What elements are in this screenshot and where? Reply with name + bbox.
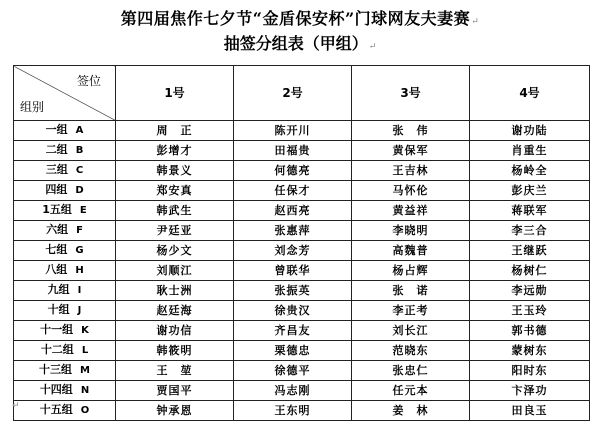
document-title <box>0 6 600 29</box>
player-cell: 蒙树东 <box>470 341 590 361</box>
table-row <box>14 301 590 321</box>
header-position-1: 1号 <box>116 66 234 121</box>
player-cell: 王继跃 <box>470 241 590 261</box>
player-cell: 韩筱明 <box>116 341 234 361</box>
player-cell: 谢功陆 <box>470 121 590 141</box>
group-cell <box>14 141 116 161</box>
player-cell: 陈开川 <box>234 121 352 141</box>
table-row <box>14 281 590 301</box>
player-cell: 李三合 <box>470 221 590 241</box>
player-cell: 王东明 <box>234 401 352 421</box>
header-position-2: 2号 <box>234 66 352 121</box>
player-cell: 赵廷海 <box>116 301 234 321</box>
group-name: 六组 <box>46 223 69 236</box>
player-cell: 肖重生 <box>470 141 590 161</box>
player-cell: 杨少文 <box>116 241 234 261</box>
group-name: 1五组 <box>42 203 72 216</box>
group-cell <box>14 261 116 281</box>
player-cell: 李正考 <box>352 301 470 321</box>
group-cell <box>14 281 116 301</box>
table-row <box>14 221 590 241</box>
player-cell: 周 正 <box>116 121 234 141</box>
subtitle-text: 抽签分组表（甲组） <box>223 34 368 53</box>
group-letter: N <box>80 385 90 396</box>
player-cell: 刘顺江 <box>116 261 234 281</box>
group-letter: M <box>80 365 90 376</box>
group-cell <box>14 181 116 201</box>
player-cell: 刘念芳 <box>234 241 352 261</box>
header-position-4: 4号 <box>470 66 590 121</box>
group-name: 三组 <box>45 163 68 176</box>
player-cell: 郑安真 <box>116 181 234 201</box>
player-cell: 彭增才 <box>116 141 234 161</box>
group-name: 八组 <box>45 263 68 276</box>
group-cell <box>14 121 116 141</box>
player-cell: 阳时东 <box>470 361 590 381</box>
table-row <box>14 241 590 261</box>
group-name: 十四组 <box>39 383 73 396</box>
group-name: 一组 <box>45 123 68 136</box>
player-cell: 蒋联军 <box>470 201 590 221</box>
header-row <box>14 66 590 121</box>
player-cell: 钟承恩 <box>116 401 234 421</box>
table-row <box>14 341 590 361</box>
table-row <box>14 201 590 221</box>
group-letter: E <box>79 205 87 216</box>
group-letter: L <box>81 345 89 356</box>
table-row <box>14 161 590 181</box>
group-letter: I <box>77 285 82 296</box>
player-cell: 耿士洲 <box>116 281 234 301</box>
paragraph-mark-icon: ↵ <box>12 401 20 411</box>
group-cell <box>14 301 116 321</box>
group-name: 十三组 <box>39 363 73 376</box>
group-name: 九组 <box>47 283 70 296</box>
player-cell: 徐德平 <box>234 361 352 381</box>
player-cell: 齐昌友 <box>234 321 352 341</box>
group-letter: O <box>80 405 90 416</box>
player-cell: 贾国平 <box>116 381 234 401</box>
player-cell: 尹廷亚 <box>116 221 234 241</box>
player-cell: 王吉林 <box>352 161 470 181</box>
player-cell: 王玉玲 <box>470 301 590 321</box>
group-cell <box>14 221 116 241</box>
document-subtitle <box>0 31 600 54</box>
player-cell: 彭庆兰 <box>470 181 590 201</box>
player-cell: 王 堃 <box>116 361 234 381</box>
group-letter: H <box>75 265 84 276</box>
header-position-3: 3号 <box>352 66 470 121</box>
group-cell <box>14 341 116 361</box>
group-name: 十二组 <box>40 343 74 356</box>
player-cell: 黄保军 <box>352 141 470 161</box>
player-cell: 张振英 <box>234 281 352 301</box>
table-row <box>14 361 590 381</box>
player-cell: 田良玉 <box>470 401 590 421</box>
group-letter: G <box>75 245 84 256</box>
title-text: 第四届焦作七夕节“金盾保安杯”门球网友夫妻赛 <box>120 9 471 28</box>
table-row <box>14 181 590 201</box>
player-cell: 张惠萍 <box>234 221 352 241</box>
corner-header-cell <box>14 66 116 121</box>
player-cell: 郭书德 <box>470 321 590 341</box>
player-cell: 范晓东 <box>352 341 470 361</box>
player-cell: 任保才 <box>234 181 352 201</box>
group-letter: B <box>75 145 84 156</box>
player-cell: 刘长江 <box>352 321 470 341</box>
player-cell: 李远勋 <box>470 281 590 301</box>
group-name: 四组 <box>45 183 68 196</box>
player-cell: 赵西亮 <box>234 201 352 221</box>
group-cell <box>14 201 116 221</box>
table-row <box>14 381 590 401</box>
paragraph-mark-icon: ↵ <box>368 42 377 52</box>
player-cell: 谢功信 <box>116 321 234 341</box>
player-cell: 高魏普 <box>352 241 470 261</box>
player-cell: 任元本 <box>352 381 470 401</box>
player-cell: 何德亮 <box>234 161 352 181</box>
player-cell: 杨树仁 <box>470 261 590 281</box>
group-cell <box>14 321 116 341</box>
group-cell <box>14 241 116 261</box>
player-cell: 马怀伦 <box>352 181 470 201</box>
group-letter: A <box>75 125 84 136</box>
player-cell: 韩武生 <box>116 201 234 221</box>
corner-label-position: 签位 <box>76 74 101 88</box>
draw-table <box>13 65 590 421</box>
group-letter: K <box>81 325 89 336</box>
group-cell <box>14 361 116 381</box>
table-row <box>14 321 590 341</box>
paragraph-mark-icon: ↵ <box>471 17 480 27</box>
table-row <box>14 401 590 421</box>
table-row <box>14 141 590 161</box>
table-row <box>14 121 590 141</box>
player-cell: 栗德忠 <box>234 341 352 361</box>
group-letter: D <box>75 185 84 196</box>
group-name: 十组 <box>47 303 70 316</box>
group-cell <box>14 381 116 401</box>
player-cell: 杨岭全 <box>470 161 590 181</box>
group-name: 十一组 <box>40 323 74 336</box>
group-letter: J <box>77 305 82 316</box>
player-cell: 卞泽功 <box>470 381 590 401</box>
player-cell: 姜 林 <box>352 401 470 421</box>
player-cell: 李晓明 <box>352 221 470 241</box>
group-letter: F <box>76 225 83 236</box>
player-cell: 张 伟 <box>352 121 470 141</box>
player-cell: 徐贵汉 <box>234 301 352 321</box>
player-cell: 曾联华 <box>234 261 352 281</box>
group-name: 二组 <box>45 143 68 156</box>
player-cell: 张 诺 <box>352 281 470 301</box>
player-cell: 冯志刚 <box>234 381 352 401</box>
player-cell: 杨占辉 <box>352 261 470 281</box>
group-letter: C <box>75 165 84 176</box>
group-cell <box>14 161 116 181</box>
player-cell: 田福贵 <box>234 141 352 161</box>
player-cell: 韩景义 <box>116 161 234 181</box>
player-cell: 张忠仁 <box>352 361 470 381</box>
corner-label-group: 组别 <box>20 100 45 114</box>
table-row <box>14 261 590 281</box>
group-cell <box>14 401 116 421</box>
group-name: 十五组 <box>39 403 73 416</box>
player-cell: 黄益祥 <box>352 201 470 221</box>
group-name: 七组 <box>45 243 68 256</box>
